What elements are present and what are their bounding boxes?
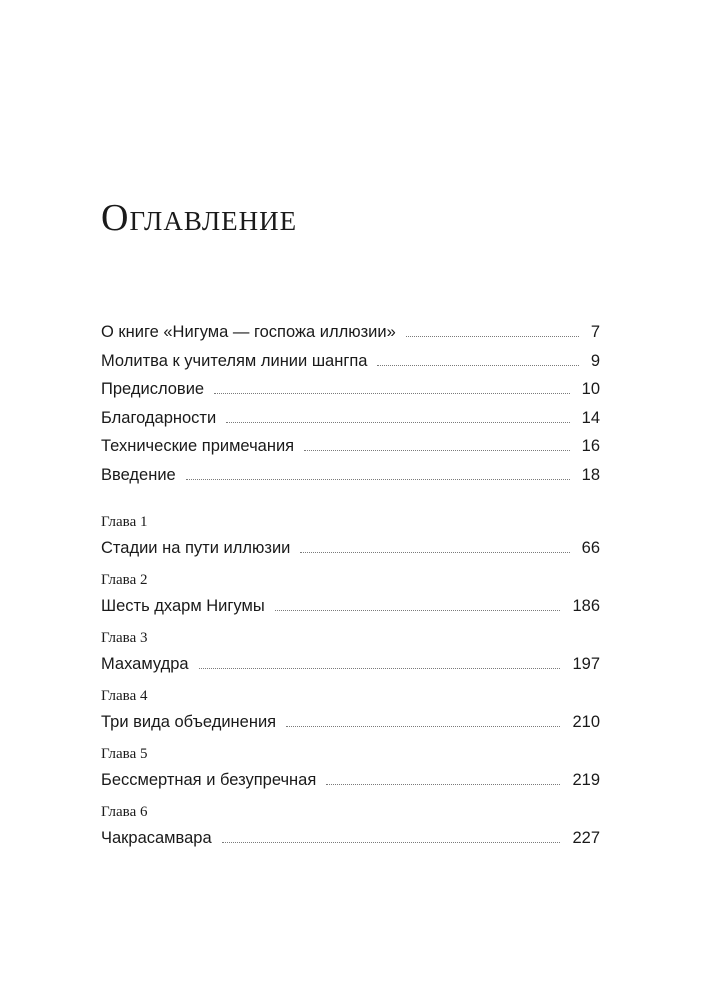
toc-entry[interactable]	[101, 432, 600, 461]
toc-entry-page: 219	[572, 771, 600, 789]
toc-entry[interactable]	[101, 648, 600, 680]
chapter-number: Глава 5	[101, 746, 148, 762]
toc-entry-label: Введение	[101, 465, 176, 484]
toc-entry-label: Махамудра	[101, 655, 189, 673]
dot-leader	[186, 479, 570, 480]
chapter-block	[101, 687, 600, 745]
toc-entry-label: Благодарности	[101, 408, 217, 427]
chapter-block	[101, 745, 600, 803]
toc-entry-page: 10	[581, 380, 600, 399]
dot-leader	[304, 450, 570, 451]
toc-entry[interactable]	[101, 461, 600, 490]
toc-entry[interactable]	[101, 532, 600, 564]
toc-entry[interactable]	[101, 404, 600, 433]
toc-entry-page: 7	[590, 323, 600, 341]
chapter-number: Глава 6	[101, 804, 148, 820]
chapter-number: Глава 2	[101, 572, 148, 588]
toc-entry-label: Шесть дхарм Нигумы	[101, 597, 265, 615]
dot-leader	[214, 393, 570, 394]
toc-entry-label: Стадии на пути иллюзии	[101, 539, 291, 557]
toc-entry[interactable]	[101, 822, 600, 854]
toc-entry[interactable]	[101, 375, 600, 404]
toc-entry[interactable]	[101, 347, 600, 376]
toc-entry-label: О книге «Нигума — госпожа иллюзии»	[101, 323, 396, 341]
toc-entry-label: Три вида объединения	[101, 713, 277, 731]
toc-entry[interactable]	[101, 590, 600, 622]
toc-entry-page: 66	[581, 539, 600, 557]
chapter-number: Глава 4	[101, 688, 148, 704]
dot-leader	[222, 842, 561, 843]
toc-entry-label: Молитва к учителям линии шангпа	[101, 351, 368, 370]
dot-leader	[199, 668, 561, 669]
chapter-block	[101, 629, 600, 687]
chapter-block	[101, 803, 600, 861]
toc-entry-label: Бессмертная и безупречная	[101, 771, 317, 789]
dot-leader	[326, 784, 560, 785]
chapter-number: Глава 3	[101, 630, 148, 646]
toc-entry-page: 186	[572, 597, 600, 615]
dot-leader	[377, 365, 578, 366]
page-title: Оглавление	[101, 197, 298, 239]
toc-entry-page: 14	[581, 408, 600, 427]
toc-entry-page: 227	[572, 829, 600, 847]
toc-entry-page: 9	[590, 351, 600, 370]
toc-entry-label: Предисловие	[101, 380, 205, 399]
toc-entry[interactable]	[101, 764, 600, 796]
chapter-block	[101, 571, 600, 629]
chapter-number: Глава 1	[101, 514, 148, 530]
chapter-block	[101, 513, 600, 571]
chapter-list	[101, 513, 600, 861]
dot-leader	[286, 726, 560, 727]
toc-entry-page: 18	[581, 465, 600, 484]
toc-entry-page: 16	[581, 437, 600, 456]
toc-entry-page: 210	[572, 713, 600, 731]
toc-entry-label: Технические примечания	[101, 437, 295, 456]
dot-leader	[275, 610, 561, 611]
toc-entry-label: Чакрасамвара	[101, 829, 212, 847]
toc-entry-page: 197	[572, 655, 600, 673]
dot-leader	[406, 336, 579, 337]
toc-entry[interactable]	[101, 706, 600, 738]
dot-leader	[226, 422, 569, 423]
front-matter-list	[101, 318, 600, 490]
dot-leader	[300, 552, 569, 553]
toc-entry[interactable]	[101, 318, 600, 347]
